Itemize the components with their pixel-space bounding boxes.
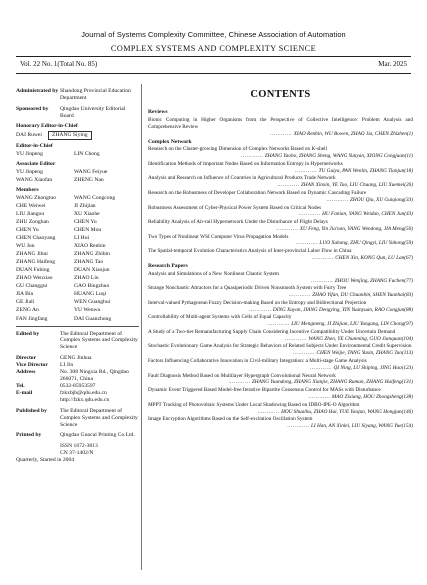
member-name: CHEN Yu bbox=[16, 227, 39, 234]
member-name: LIU Jiangou bbox=[16, 211, 45, 218]
honorary-heading: Honorary Editor-in-Chief bbox=[16, 123, 78, 130]
leader-dots: ………… bbox=[240, 153, 265, 160]
section-heading: Research Papers bbox=[148, 262, 188, 269]
member-name: YU Wenwu bbox=[74, 307, 101, 314]
member-name: ZENG An bbox=[16, 307, 39, 314]
article-authors-page bbox=[148, 350, 413, 357]
honorary-name: DAI Ruwei bbox=[16, 132, 42, 139]
authors-text: ZHAN Xinxin, YE Tao, LIU Chuang, LIU Xuemei(26) bbox=[300, 182, 413, 189]
member-name: ZHANG Haifeng bbox=[16, 259, 55, 266]
article-title: The Spatial-temporal Evolution Characteristics Analysis of Inter-provincial Labor Flow in China bbox=[148, 248, 352, 255]
member-name: WANG Zhongtuo bbox=[16, 195, 56, 202]
authors-text: XIAO Renbin, WU Bowen, ZHAO Jia, CHEN Zhizhen(1) bbox=[293, 130, 413, 137]
edited-by bbox=[16, 331, 139, 352]
cn-number: CN 37-1402/N bbox=[60, 449, 94, 456]
article-title: Factors Influencing Collaborative Innovation in Civil-military Integration: a Multi-stage Game Analysis bbox=[148, 358, 367, 364]
telephone bbox=[16, 383, 139, 390]
toc-entry[interactable] bbox=[148, 271, 413, 285]
article-title: Strange Nonchaotic Attractors for a Quasiperiodic Driven Nonsmooth System with Furry Tree bbox=[148, 285, 347, 292]
members-heading: Members bbox=[16, 187, 39, 194]
article-title: Two Types of Nonlinear WSI Computer Virus Propagation Models bbox=[148, 233, 289, 240]
member-name: DUAN Fubing bbox=[16, 267, 50, 274]
article-title: Image Encryption Algorithms Based on the Self-excitation Oscillation System bbox=[148, 416, 313, 423]
issn: ISSN 1672-3813 bbox=[60, 442, 98, 449]
toc-entry[interactable] bbox=[148, 117, 413, 138]
article-authors-page bbox=[148, 168, 413, 175]
leader-dots: ………… bbox=[269, 130, 294, 137]
toc-entry[interactable] bbox=[148, 416, 413, 430]
article-title: Analysis and Research on Influence of Countries in Agricultural Products Trade Network bbox=[148, 175, 336, 182]
article-title: Robustness Assessment of Cyber-Physical Power System Based on Critical Nodes bbox=[148, 204, 321, 211]
article-authors-page bbox=[148, 182, 413, 189]
address bbox=[16, 369, 139, 383]
authors-text: DING Xuyan, JIANG Dengying, YIN Yuanyuan, RAO Congjun(88) bbox=[272, 306, 413, 313]
member-name: ZHAO Wenxiao bbox=[16, 275, 53, 282]
article-authors-page bbox=[148, 379, 413, 386]
leader-dots: ………… bbox=[310, 277, 335, 284]
leader-dots: ………… bbox=[257, 408, 282, 415]
toc-entry[interactable] bbox=[148, 343, 413, 357]
associate-heading: Associate Editor bbox=[16, 161, 56, 168]
article-title: Reliability Analysis of Air-rail Hypernetwork Under the Disturbance of Flight Delays bbox=[148, 219, 328, 226]
leader-dots: ………… bbox=[284, 335, 309, 342]
vice-director-label: Vice Director bbox=[16, 362, 48, 369]
sponsored-value: Qingdao University Editorial Board bbox=[60, 105, 126, 119]
toc-entry[interactable] bbox=[148, 146, 413, 160]
authors-text: LIU Mengmeng, JI Zhijian, LIU Yungang, LIN Chong(97) bbox=[291, 321, 413, 328]
member-name: WANG Congcong bbox=[74, 195, 116, 202]
edited-label: Edited by bbox=[16, 330, 40, 337]
toc-entry[interactable] bbox=[148, 358, 413, 372]
article-title: MPPT Tracking of Photovoltaic Systems Under Local Shadowing Based on IDBO-IPE-O Algorithm bbox=[148, 401, 360, 408]
journal-committee-line: Journal of Systems Complexity Committee, Chinese Association of Automation bbox=[81, 30, 346, 39]
associate-name: WANG Xiaofan bbox=[16, 177, 53, 184]
leader-dots: ………… bbox=[294, 167, 319, 174]
authors-text: XU Feng, Yin Jia'nan, YANG Wendong, JIA Meng(50) bbox=[299, 225, 413, 232]
article-authors-page bbox=[148, 153, 413, 160]
email-value[interactable]: fzkxbjb@qdu.edu.cn bbox=[60, 389, 107, 396]
tel-label: Tel. bbox=[16, 382, 25, 389]
article-title: Identification Methods of Important Nodes Based on Information Entropy in Hypernetworks bbox=[148, 160, 343, 167]
authors-text: LUO Xuhang, ZHU Qingyi, LIU Yahong(59) bbox=[319, 240, 413, 247]
director-label: Director bbox=[16, 355, 37, 362]
column-divider bbox=[141, 84, 142, 570]
article-title: A Study of a Two-tier Remanufacturing Supply Chain Considering Incentive Compatibility Under Uncertain Demand bbox=[148, 328, 396, 335]
toc-entry[interactable] bbox=[148, 190, 413, 204]
journal-title: COMPLEX SYSTEMS AND COMPLEXITY SCIENCE bbox=[110, 44, 317, 53]
toc-entry[interactable] bbox=[148, 248, 413, 262]
member-name: ZHANG Zhibin bbox=[74, 251, 110, 258]
member-name: CHE Weiwei bbox=[16, 203, 46, 210]
administrated-by bbox=[16, 88, 139, 102]
article-authors-page bbox=[148, 365, 413, 372]
article-authors-page bbox=[148, 255, 413, 262]
member-name: GU Changgui bbox=[16, 283, 48, 290]
member-name: DAI Guanzhong bbox=[74, 315, 112, 322]
published-label: Published by bbox=[16, 407, 47, 414]
masthead-sidebar bbox=[16, 88, 139, 568]
authors-text: LI Han, AN Xinlei, LIU Siyang, WANG Yue(154) bbox=[310, 423, 413, 430]
associate-names bbox=[16, 169, 139, 184]
member-name: CHEN Chaoyang bbox=[16, 235, 56, 242]
article-authors-page bbox=[148, 423, 413, 430]
leader-dots: ………… bbox=[249, 306, 273, 313]
director-value: GENG Jinhua bbox=[60, 355, 92, 362]
leader-dots: ………… bbox=[295, 240, 320, 247]
authors-text: ZHANG Yuandong, ZHANG Xianjie, ZHANG Ruman, ZHANG Haifeng(131) bbox=[251, 379, 413, 386]
article-title: Research on the Cluster-growing Dimension of Complex Networks Based on K-shell bbox=[148, 146, 327, 153]
quarterly-note: Quarterly, Started in 2004 bbox=[16, 456, 75, 463]
member-name: HUANG Luqi bbox=[74, 291, 107, 298]
member-name: DUAN Xiaojun bbox=[74, 267, 110, 274]
member-name: WEN Guanghui bbox=[74, 299, 111, 306]
section-heading: Reviews bbox=[148, 108, 168, 115]
associate-name: ZHENG Nan bbox=[74, 177, 104, 184]
vice-director-value: LI Jin bbox=[60, 362, 74, 369]
website-link[interactable]: http://fzkx.qdu.edu.cn bbox=[60, 396, 110, 403]
associate-name: YU Jinpeng bbox=[16, 169, 43, 176]
article-authors-page bbox=[148, 240, 413, 247]
address-value: No. 308 Ningxia Rd., Qingdao 266071, China bbox=[60, 369, 129, 382]
sponsored-label: Sponsored by bbox=[16, 105, 49, 112]
article-authors-page bbox=[148, 321, 413, 328]
member-name: FAN Jingfang bbox=[16, 315, 48, 322]
toc-entry[interactable] bbox=[148, 314, 413, 328]
authors-text: HU Fanian, YANG Weidan, CHEN Jun(43) bbox=[322, 211, 413, 218]
authors-text: MAO Zixiang, HOU Zhongsheng(138) bbox=[331, 393, 413, 400]
toc-entry[interactable] bbox=[148, 300, 413, 314]
leader-dots: ………… bbox=[277, 182, 301, 189]
leader-dots: ………… bbox=[292, 350, 317, 357]
sponsored-by bbox=[16, 106, 139, 120]
member-name: GAO Bingzhuo bbox=[74, 283, 110, 290]
eic-name: LIN Chong bbox=[74, 151, 100, 158]
member-name: GE Jiali bbox=[16, 299, 35, 306]
address-label: Address bbox=[16, 369, 36, 376]
member-name: ZHAO Lin bbox=[74, 275, 99, 282]
leader-dots: ………… bbox=[326, 196, 350, 203]
eic-names bbox=[16, 151, 139, 158]
article-title: Dynamic Event Triggered Based Model-free Iterative Bipartite Consensus Control for MASs with Disturbance bbox=[148, 387, 381, 394]
member-name: ZHANG Tao bbox=[74, 259, 104, 266]
article-title: Controllability of Multi-agent Systems with Cells of Equal Capacity bbox=[148, 314, 292, 321]
article-authors-page bbox=[148, 292, 413, 299]
article-authors-page bbox=[148, 211, 413, 218]
tel-value: 0532-85953597 bbox=[60, 382, 96, 389]
associate-name: WANG Feiyue bbox=[74, 169, 108, 176]
sidebar-rule bbox=[16, 326, 139, 327]
printed-label: Printed by bbox=[16, 432, 42, 439]
authors-text: HOU Shuaihu, ZHAO Hui, YUE Yaojun, WANG Hongjun(146) bbox=[281, 408, 413, 415]
toc-entry[interactable] bbox=[148, 329, 413, 343]
edited-value: The Editoral Department of Complex Systems and Complexity Science bbox=[60, 330, 138, 351]
member-name: CHEN Yu bbox=[74, 219, 97, 226]
eic-name: YU Jinpeng bbox=[16, 151, 43, 158]
toc-entry[interactable] bbox=[148, 219, 413, 233]
article-authors-page bbox=[148, 394, 413, 401]
header-rule-top bbox=[16, 56, 411, 57]
article-title: Analysis and Simulations of a New Nonlinear Chaotic System bbox=[148, 270, 279, 277]
article-authors-page bbox=[148, 197, 413, 204]
administrated-value: Shandong Provincial Education Department bbox=[60, 88, 131, 101]
member-name: ZHANG Jihui bbox=[16, 251, 48, 258]
leader-dots: ………… bbox=[267, 321, 292, 328]
article-authors-page bbox=[148, 307, 413, 314]
table-of-contents bbox=[148, 109, 413, 430]
article-authors-page bbox=[148, 278, 413, 285]
published-by bbox=[16, 408, 139, 429]
member-name: JIA Bin bbox=[16, 291, 34, 298]
toc-entry[interactable] bbox=[148, 205, 413, 219]
volume-number: Vol. 22 No. 1(Total No. 85) bbox=[20, 60, 98, 68]
toc-entry[interactable] bbox=[148, 175, 413, 189]
director bbox=[16, 355, 139, 362]
authors-text: ZHANG Yaobo, ZHANG Sheng, WANG Yunyan, XIONG Congjuan(11) bbox=[264, 153, 413, 160]
member-name: JI Zhijian bbox=[74, 203, 96, 210]
leader-dots: ………… bbox=[228, 379, 252, 386]
issue-date: Mar. 2025 bbox=[378, 60, 407, 68]
member-name: CHEN Mou bbox=[74, 227, 102, 234]
leader-dots: ………… bbox=[275, 225, 300, 232]
member-name: ZHU Zonghan bbox=[16, 219, 49, 226]
article-title: Research on the Robustness of Developer Collaboration Network Based on Dynamic Cascading Failure bbox=[148, 189, 367, 196]
member-name: WU Jun bbox=[16, 243, 35, 250]
article-title: Bionic Computing in Higher Organisms from the Perspective of Collective Intelligence: Problem Analysis and Comprehensive Review bbox=[148, 116, 413, 130]
authors-text: TU Guiya, PAN Wenlin, ZHANG Tianjun(18) bbox=[318, 167, 413, 174]
contents-column bbox=[148, 88, 413, 431]
leader-dots: ………… bbox=[298, 211, 323, 218]
printed-by bbox=[16, 432, 139, 439]
toc-entry[interactable] bbox=[148, 161, 413, 175]
leader-dots: ………… bbox=[311, 255, 336, 262]
leader-dots: ………… bbox=[309, 364, 334, 371]
leader-dots: ………… bbox=[288, 292, 313, 299]
authors-text: ZHAO Yifan, DU Chuanbin, SHEN Yuanhai(83) bbox=[312, 292, 413, 299]
published-value: The Editoral Department of Complex Systems and Complexity Science bbox=[60, 407, 138, 428]
contents-title: CONTENTS bbox=[250, 89, 311, 100]
article-authors-page bbox=[148, 409, 413, 416]
leader-dots: ………… bbox=[287, 423, 311, 430]
member-name: XU Xiaohe bbox=[74, 211, 100, 218]
article-authors-page bbox=[148, 131, 413, 138]
article-authors-page bbox=[148, 336, 413, 343]
email-label: E-mail bbox=[16, 389, 33, 396]
toc-entry[interactable] bbox=[148, 373, 413, 387]
vice-director bbox=[16, 362, 139, 369]
authors-text: CHEN Weijie, TANG Yuxin, ZHANG Tao(113) bbox=[316, 350, 413, 357]
leader-dots: ………… bbox=[308, 393, 332, 400]
authors-text: QI Ning, LU Shiping, JING Hao(123) bbox=[333, 364, 413, 371]
members-names bbox=[16, 195, 139, 322]
member-name: XIAO Renbin bbox=[74, 243, 106, 250]
printed-value: Qingdao Guocai Printing Co.Ltd. bbox=[60, 432, 135, 439]
authors-text: CHEN Xin, KONG Qun, LU Lan(67) bbox=[335, 255, 413, 262]
administrated-label: Administrated by bbox=[16, 88, 59, 94]
article-authors-page bbox=[148, 226, 413, 233]
section-heading: Complex Network bbox=[148, 138, 192, 145]
authors-text: WANG Zhen, YE Chunming, GUO Jianquan(104) bbox=[308, 335, 413, 342]
toc-entry[interactable] bbox=[148, 234, 413, 248]
honorary-names bbox=[16, 131, 139, 140]
authors-text: ZHOU Wenjing, ZHANG Fuchen(77) bbox=[334, 277, 413, 284]
authors-text: ZHOU Qiu, XU Guiqiong(33) bbox=[350, 196, 413, 203]
toc-entry[interactable] bbox=[148, 285, 413, 299]
header-rule-bottom bbox=[16, 73, 411, 74]
article-title: Interval-valued Pythagorean Fuzzy Decision-making Based on the Entropy and Bidirectional Projection bbox=[148, 299, 367, 306]
toc-entry[interactable] bbox=[148, 402, 413, 416]
honorary-name: ZHANG Siying bbox=[48, 131, 92, 140]
article-title: Fault Diagnosis Method Based on Multilayer Hypergraph Convolutional Neural Network bbox=[148, 372, 336, 379]
email bbox=[16, 390, 139, 397]
article-title: Stochastic Evolutionary Game Analysis for Strategic Behaviors of Related Subjects Under Environmental Credit Supervision bbox=[148, 343, 412, 350]
member-name: LI Hui bbox=[74, 235, 90, 242]
eic-heading: Editor-in-Chief bbox=[16, 143, 53, 150]
toc-entry[interactable] bbox=[148, 387, 413, 401]
